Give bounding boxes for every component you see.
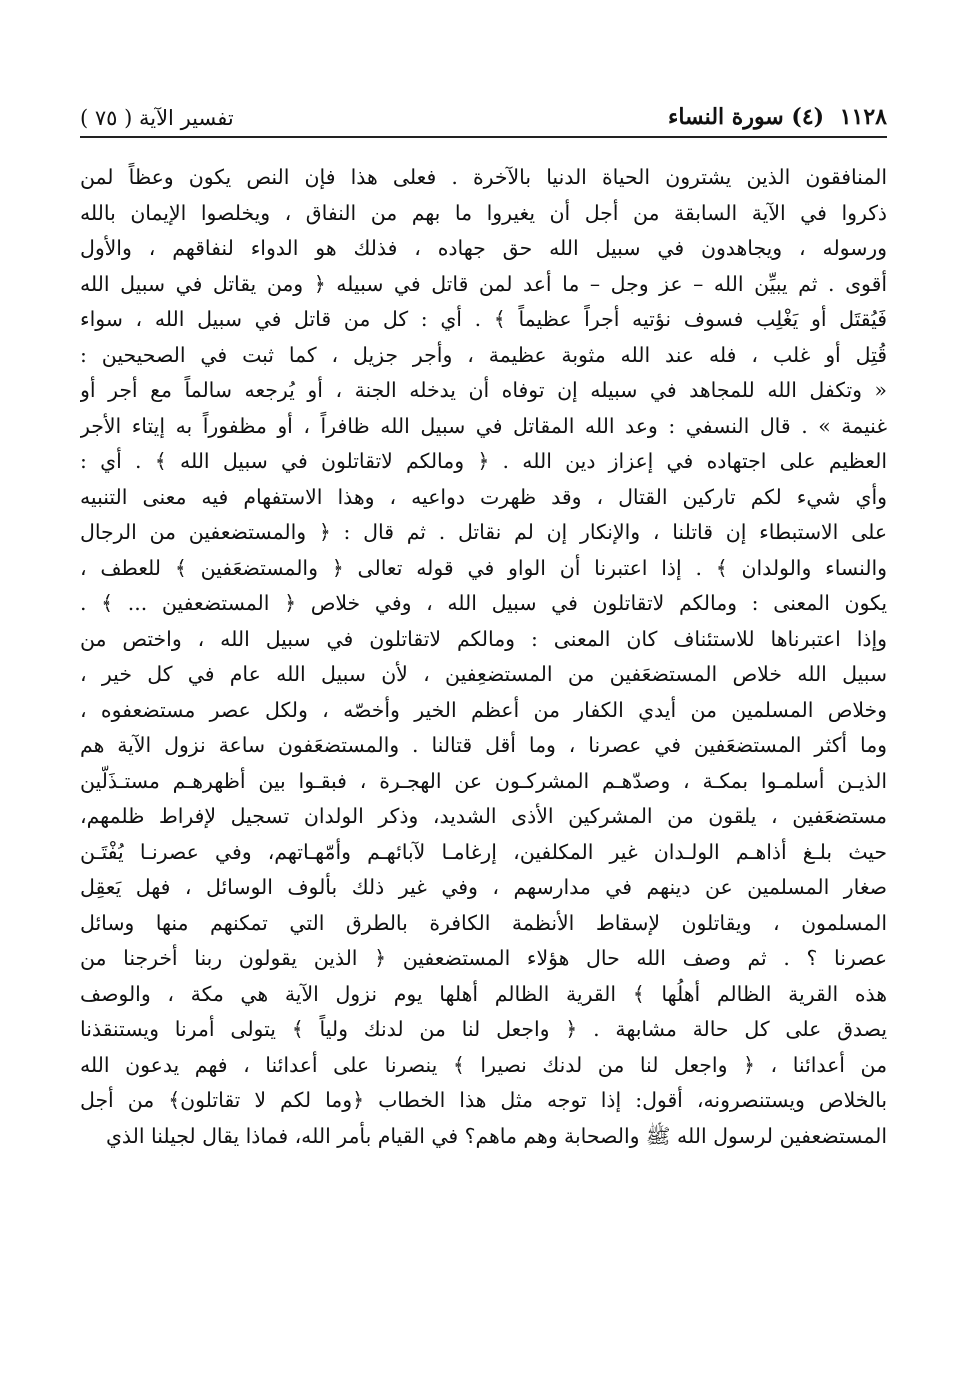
text-line: على الاستبطاء إن قاتلنا ، والإنكار إن لم نقاتل . ثم قال : ﴿ والمستضعفين من الرجال: [80, 520, 887, 544]
text-line: ذكروا في الآية السابقة من أجل أن يغيروا ما بهم من النفاق ، ويخلصوا الإيمان بالله: [80, 200, 887, 225]
text-line: المستضعفين لرسول الله ﷺ والصحابة وهم ماهم؟ في القيام بأمر الله، فماذا يقال لجيلنا الذي: [105, 1123, 887, 1148]
text-line: وما أكثر المستضعَفين في عصرنا ، وما أقل قتالنا . والمستضعَفون ساعة نزول الآية هم: [80, 733, 887, 757]
text-line: أقوى . ثم يبيِّن الله – عز وجل – ما أعد لمن قاتل في سبيله ﴿ ومن يقاتل في سبيل الله: [80, 271, 887, 296]
text-line: والنساء والولدان ﴾ . إذا اعتبرنا أن الواو في قوله تعالى ﴿ والمستضعَفين ﴾ للعطف ،: [80, 555, 887, 580]
text-line: من أعدائنا ، ﴿ واجعل لنا من لدنك نصيرا ﴾ ينصرنا على أعدائنا ، فهم يدعون الله: [80, 1052, 887, 1077]
text-line: سبيل الله خلاص المستضعَفين من المستضعِفين ، لأن سبيل الله عام في كل خير ،: [80, 662, 887, 686]
text-line: ورسوله ، ويجاهدون في سبيل الله حق جهاده ، فذلك هو الدواء لنفاقهم ، والأول: [80, 236, 887, 260]
surah-title: (٤) سورة النساء: [668, 104, 825, 130]
text-line: وخلاص المسلمين من أيدي الكفار من أعظم الخير وأخصّه ، ولكل عصر مستضعفوه ،: [80, 697, 887, 722]
text-line: وأي شيء لكم تاركين القتال ، وقد ظهرت دواعيه ، وهذا الاستفهام فيه معنى التنبيه: [80, 484, 887, 509]
section-title: تفسير الآية ( ٧٥ ): [80, 106, 234, 130]
text-line: فَيُقتَل أو يَغْلِب فسوف نؤتيه أجراً عظيماً ﴾ . أي : كل من قاتل في سبيل الله ، سواء: [80, 307, 887, 331]
text-line: المنافقون الذين يشترون الحياة الدنيا بالآخرة . فعلى هذا فإن النص يكون وعظاً لمن: [80, 165, 887, 189]
text-line: مستضعَفين ، يلقون من المشركين الأذى الشديد، وذكر الولدان تسجيل لإفراط ظلمهم،: [80, 804, 887, 828]
page-number: ١١٢٨: [839, 104, 887, 130]
text-line: قُتِل أو غلب ، فله عند الله مثوبة عظيمة ، وأجر جزيل ، كما ثبت في الصحيحين :: [80, 342, 887, 367]
text-line: بالخلاص ويستنصرونه، أقول: إذا توجه مثل هذا الخطاب ﴿وما لكم لا تقاتلون﴾ من أجل: [80, 1088, 887, 1112]
text-line: الذيـن أسلمـوا بمكـة ، وصدّهـم المشركـون عن الهجـرة ، فبقـوا بين أظهرهـم مستـذَلّين: [80, 768, 887, 793]
text-line: صغار المسلمين عن دينهم في مدارسهم ، وفي غير ذلك بألوف الوسائل ، فهل يَعقِل: [80, 875, 887, 899]
header-right: [668, 104, 887, 130]
text-line: المسلمون ، ويقاتلون لإسقاط الأنظمة الكافرة بالطرق التي تمكنهم منها وسائل: [80, 910, 887, 935]
text-line: العظيم على اجتهاده في إعزاز دين الله . ﴿ ومالكم لاتقاتلون في سبيل الله ﴾ . أي :: [80, 449, 887, 473]
text-line: يصدق على كل حالة مشابهة . ﴿ واجعل لنا من لدنك ولياً ﴾ يتولى أمرنا ويستنقذنا: [80, 1017, 887, 1041]
text-line: وإذا اعتبرناها للاستئناف كان المعنى : ومالكم لاتقاتلون في سبيل الله ، واختص من: [80, 626, 887, 651]
text-line: يكون المعنى : ومالكم لاتقاتلون في سبيل الله ، وفي خلاص ﴿ المستضعفين ... ﴾ .: [80, 591, 887, 615]
text-line: حيث بلـغ أذاهـم الولـدان غير المكلفين، إرغامـا لآبائهـم وأمّهـاتهم، وفي عصرنـا يُفْتَـن: [80, 839, 887, 864]
text-line: غنيمة » . قال النسفي : وعد الله المقاتل في سبيل الله ظافراً ، أو مظفوراً به إيتاء الأجر: [80, 413, 887, 438]
text-line: هذه القرية الظالم أهلُها ﴾ القرية الظالم أهلها يوم نزول الآية هي مكة ، والوصف: [80, 981, 887, 1006]
body-text: [80, 160, 887, 1154]
text-line: عصرنا ؟ . ثم وصف الله حال هؤلاء المستضعفين ﴿ الذين يقولون ربنا أخرجنا من: [80, 946, 887, 970]
page-header: [80, 92, 887, 138]
text-line: « وتكفل الله للمجاهد في سبيله إن توفاه أن يدخله الجنة ، أو يُرجعه سالماً مع أجر أو: [80, 378, 887, 402]
